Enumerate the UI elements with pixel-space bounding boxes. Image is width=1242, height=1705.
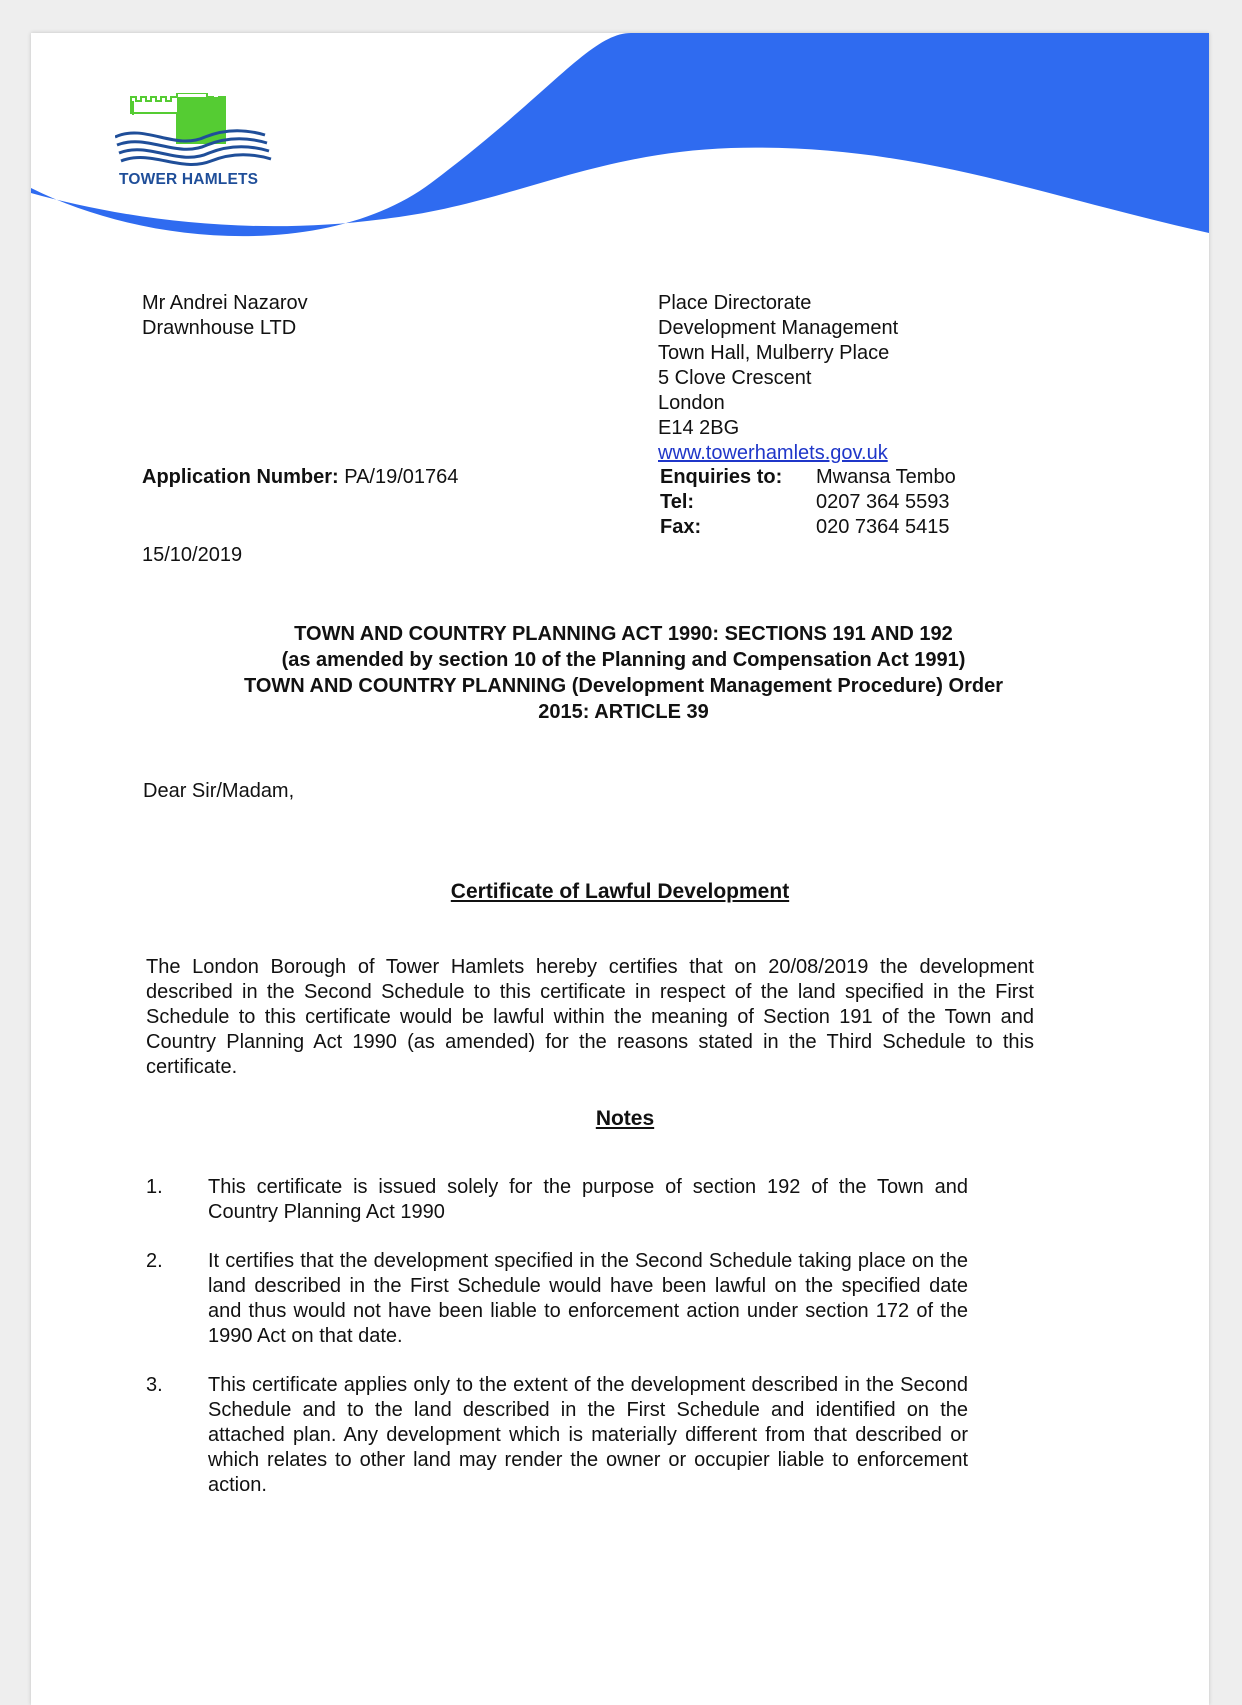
heading-line: TOWN AND COUNTRY PLANNING (Development Management Procedure) Order	[244, 675, 1003, 697]
application-number	[142, 465, 458, 490]
sender-line: London	[658, 392, 725, 414]
sender-address	[658, 291, 898, 466]
fax-value: 020 7364 5415	[816, 516, 950, 538]
note-item	[146, 1373, 1006, 1498]
legislation-heading	[111, 621, 1136, 725]
sender-line: Development Management	[658, 317, 899, 339]
notes-list	[146, 1175, 1006, 1522]
note-number: 2.	[146, 1250, 163, 1272]
sender-line: Town Hall, Mulberry Place	[658, 342, 890, 364]
recipient-company: Drawnhouse LTD	[142, 317, 297, 339]
heading-line: 2015: ARTICLE 39	[538, 701, 709, 723]
logo-text: TOWER HAMLETS	[119, 171, 259, 188]
enquiries-value: Mwansa Tembo	[816, 466, 956, 488]
sender-line: Place Directorate	[658, 292, 812, 314]
note-text: It certifies that the development specified in the Second Schedule taking place on the land described in the First Schedule would have been lawful on the specified date and thus would not have been liable to enforcement action under section 172 of the 1990 Act on that date.	[208, 1250, 968, 1347]
note-number: 1.	[146, 1176, 163, 1198]
salutation: Dear Sir/Madam,	[143, 780, 295, 802]
certificate-title: Certificate of Lawful Development	[450, 880, 790, 903]
note-item	[146, 1249, 1006, 1349]
note-number: 3.	[146, 1374, 163, 1396]
tel-value: 0207 364 5593	[816, 491, 950, 513]
recipient-address	[142, 291, 308, 341]
application-number-value: PA/19/01764	[338, 466, 459, 488]
recipient-name: Mr Andrei Nazarov	[142, 292, 308, 314]
note-text: This certificate applies only to the extent of the development described in the Second Schedule and to the land described in the First Schedule and identified on the attached plan. Any development which is materially different from that described or which relates to other land may render the owner or occupier liable to enforcement action.	[208, 1374, 968, 1496]
enquiries-row	[660, 465, 956, 490]
note-text: This certificate is issued solely for the purpose of section 192 of the Town and Country Planning Act 1990	[208, 1176, 968, 1223]
sender-line: 5 Clove Crescent	[658, 367, 812, 389]
tel-label: Tel:	[660, 491, 695, 513]
tower-hamlets-logo	[115, 93, 275, 223]
tower-waves-logo-icon	[115, 93, 275, 173]
fax-row	[660, 515, 956, 540]
application-number-label: Application Number:	[142, 466, 339, 488]
tel-row	[660, 490, 956, 515]
letter-page	[31, 33, 1209, 1705]
contact-details	[660, 465, 956, 540]
letter-date: 15/10/2019	[142, 544, 243, 566]
heading-line: TOWN AND COUNTRY PLANNING ACT 1990: SECTIONS 191 AND 192	[294, 623, 953, 645]
certificate-paragraph: The London Borough of Tower Hamlets hereby certifies that on 20/08/2019 the development described in the Second Schedule to this certificate in respect of the land specified in the First Schedule to this certificate would be lawful within the meaning of Section 191 of the Town and Country Planning Act 1990 (as amended) for the reasons stated in the Third Schedule to this certificate.	[146, 956, 1034, 1078]
fax-label: Fax:	[660, 516, 702, 538]
note-item	[146, 1175, 1006, 1225]
notes-title: Notes	[595, 1107, 655, 1130]
heading-line: (as amended by section 10 of the Planning and Compensation Act 1991)	[281, 649, 966, 671]
enquiries-label: Enquiries to:	[660, 466, 783, 488]
sender-line: E14 2BG	[658, 417, 740, 439]
website-link[interactable]: www.towerhamlets.gov.uk	[658, 442, 888, 464]
